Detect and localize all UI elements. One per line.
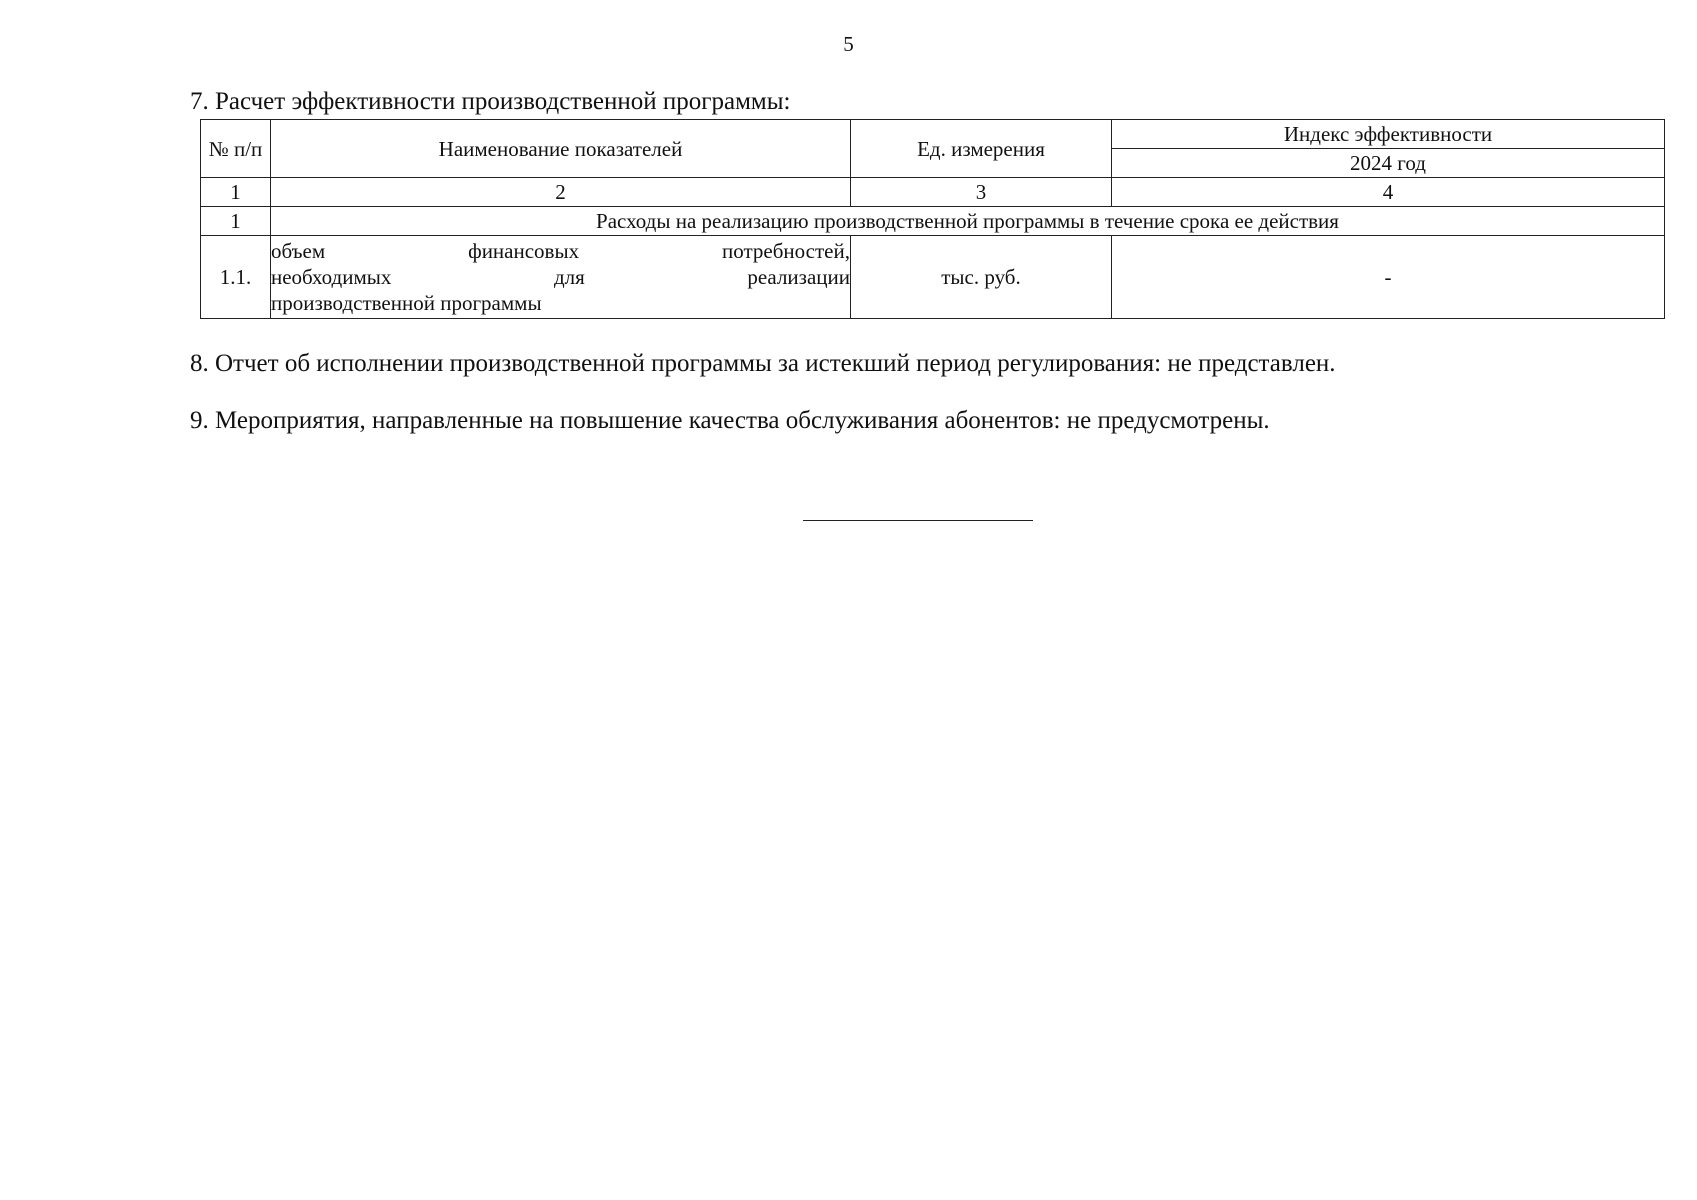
column-number-row <box>201 178 1665 207</box>
indicator-name-line: объем финансовых потребностей, <box>271 239 850 263</box>
efficiency-table <box>200 119 1665 319</box>
section-8-text: 8. Отчет об исполнении производственной программы за истекший период регулирования: не представлен. <box>190 350 1336 377</box>
col-number-1: 1 <box>201 178 271 207</box>
row-unit: тыс. руб. <box>851 236 1112 319</box>
header-name: Наименование показателей <box>271 120 851 178</box>
header-row <box>201 120 1665 149</box>
section-row-text: Расходы на реализацию производственной программы в течение срока ее действия <box>271 207 1665 236</box>
table-row <box>201 236 1665 319</box>
section-7-heading: 7. Расчет эффективности производственной программы: <box>190 88 791 115</box>
header-year: 2024 год <box>1112 149 1665 178</box>
page-number: 5 <box>843 32 854 56</box>
header-index: Индекс эффективности <box>1112 120 1665 149</box>
header-unit: Ед. измерения <box>851 120 1112 178</box>
row-value: - <box>1112 236 1665 319</box>
row-num: 1.1. <box>201 236 271 319</box>
indicator-name <box>271 236 851 319</box>
section-9-text: 9. Мероприятия, направленные на повышение качества обслуживания абонентов: не предусмотрены. <box>190 407 1270 434</box>
indicator-name-line: производственной программы <box>271 291 542 315</box>
col-number-2: 2 <box>271 178 851 207</box>
header-num: № п/п <box>201 120 271 178</box>
section-row-num: 1 <box>201 207 271 236</box>
col-number-4: 4 <box>1112 178 1665 207</box>
indicator-name-line: необходимых для реализации <box>271 265 850 289</box>
section-row <box>201 207 1665 236</box>
end-divider <box>803 520 1033 521</box>
col-number-3: 3 <box>851 178 1112 207</box>
